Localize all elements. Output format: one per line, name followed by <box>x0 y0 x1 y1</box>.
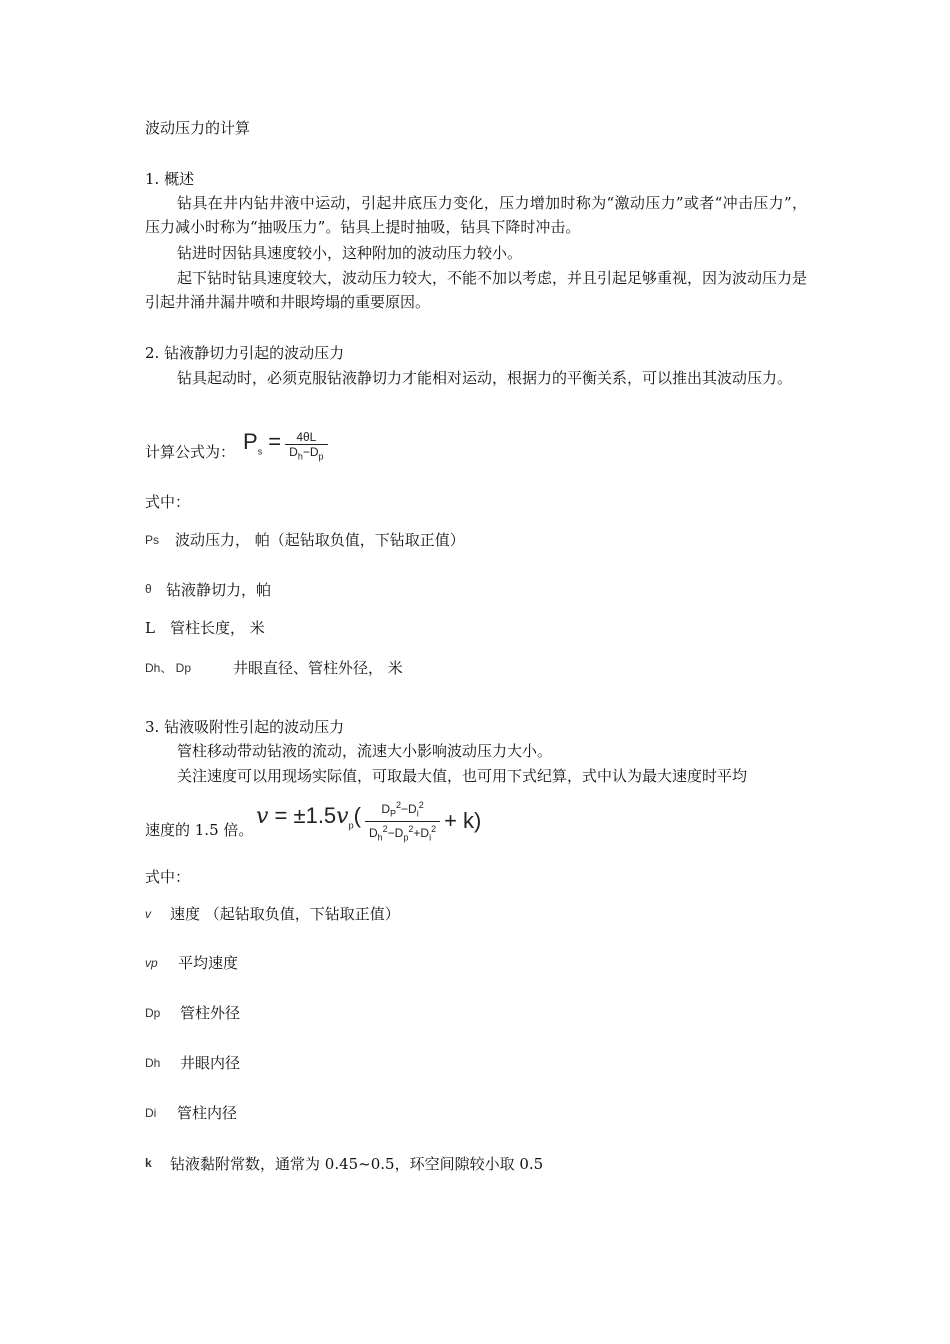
symbol-theta-desc: 钻液静切力，帕 <box>166 581 272 599</box>
section-1-paragraph-1: 钻具在井内钻井液中运动，引起井底压力变化，压力增加时称为“激动压力”或者“冲击压力”，压力减小时称为“抽吸压力”。钻具上提时抽吸，钻具下降时冲击。 <box>145 194 807 236</box>
symbol-ps-desc: 波动压力， 帕（起钻取负值，下钻取正值） <box>175 531 465 549</box>
symbol-l-desc: 管柱长度， 米 <box>170 619 265 637</box>
section-1-heading: 1. 概述 <box>145 170 195 188</box>
section-3-paragraph-1: 管柱移动带动钻液的流动，流速大小影响波动压力大小。 <box>177 742 553 760</box>
static-gel-formula <box>243 424 332 470</box>
formula-lhs: $P_s$ = <box>243 429 282 457</box>
symbol-v: v <box>145 907 151 921</box>
formula-tail: + k) <box>444 808 482 833</box>
symbol-k-desc: 钻液黏附常数，通常为 0.45~0.5，环空间隙较小取 0.5 <box>170 1155 544 1173</box>
formula-label: 计算公式为： <box>145 443 236 461</box>
section-3-where: 式中： <box>145 868 191 886</box>
formula-fraction: $\frac{4\theta L}{D_h-D_p}$ <box>285 430 327 463</box>
section-1-paragraph-3: 起下钻时钻具速度较大，波动压力较大，不能不加以考虑，并且引起足够重视，因为波动压力是引起井涌井漏井喷和井眼垮塌的重要原因。 <box>145 269 808 311</box>
symbol-l: L <box>145 619 155 637</box>
symbol-dp-desc: 管柱外径 <box>180 1004 241 1022</box>
symbol-v-desc: 速度 （起钻取负值，下钻取正值） <box>170 905 400 923</box>
symbol-theta: θ <box>145 582 152 596</box>
section-3-paragraph-2b: 速度的 1.5 倍。 <box>145 821 254 839</box>
symbol-k: k <box>145 1156 152 1170</box>
velocity-formula <box>256 797 481 845</box>
symbol-vp: vp <box>145 956 158 970</box>
section-2-paragraph-1: 钻具起动时，必须克服钻液静切力才能相对运动，根据力的平衡关系，可以推出其波动压力。 <box>177 369 793 387</box>
symbol-dp: Dp <box>145 1006 161 1020</box>
symbol-ps: Ps <box>145 533 160 547</box>
formula-fraction: $\frac{D_P^2-D_i^2}{D_h^2-D_p^2+D_i^2}$ <box>365 798 440 844</box>
symbol-dh-dp-desc: 井眼直径、管柱外径， 米 <box>233 659 403 677</box>
symbol-dh: Dh <box>145 1056 161 1070</box>
section-2-where: 式中： <box>145 493 191 511</box>
symbol-dh-dp: Dh、 Dp <box>145 661 192 675</box>
symbol-di: Di <box>145 1106 157 1120</box>
section-2-heading: 2. 钻液静切力引起的波动压力 <box>145 344 345 362</box>
symbol-vp-desc: 平均速度 <box>178 954 239 972</box>
section-3-paragraph-2: 关注速度可以用现场实际值，可取最大值，也可用下式纪算，式中认为最大速度时平均 <box>177 767 748 785</box>
symbol-dh-desc: 井眼内径 <box>180 1054 241 1072</box>
document-title: 波动压力的计算 <box>145 119 251 137</box>
symbol-di-desc: 管柱内径 <box>177 1104 238 1122</box>
section-3-heading: 3. 钻液吸附性引起的波动压力 <box>145 718 345 736</box>
formula-lhs: $v = \pm 1.5v_p$( <box>256 803 361 831</box>
section-1-paragraph-2: 钻进时因钻具速度较小，这种附加的波动压力较小。 <box>177 244 523 262</box>
